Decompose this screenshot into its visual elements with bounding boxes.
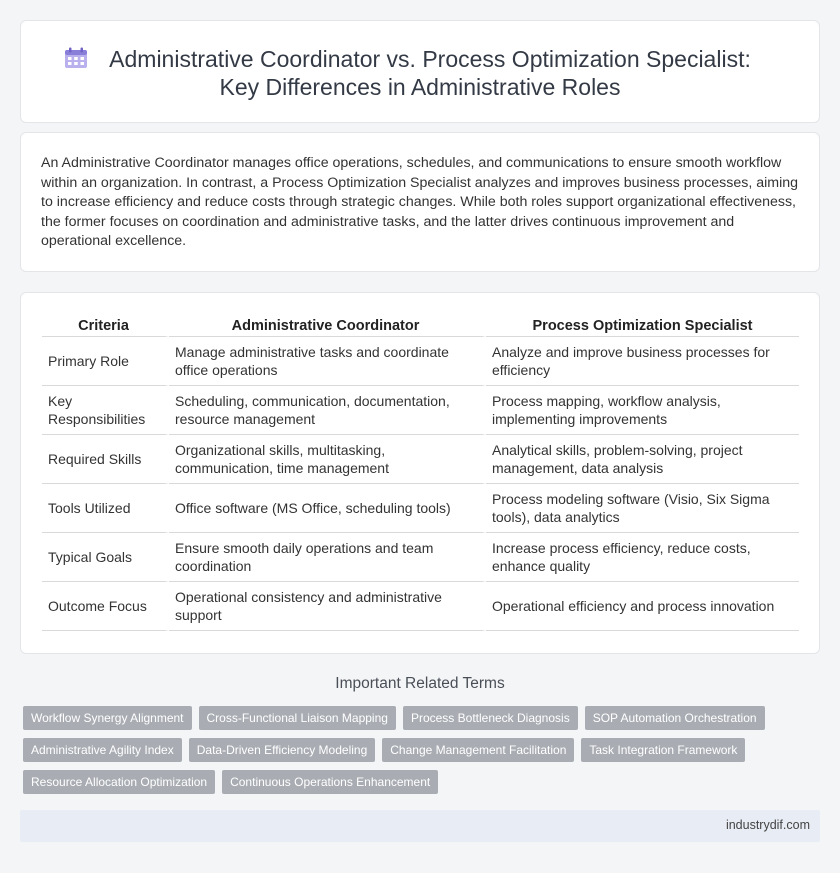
related-term-tag[interactable]: SOP Automation Orchestration	[585, 706, 765, 730]
row-specialist-value: Increase process efficiency, reduce costs, enhance quality	[486, 533, 799, 582]
header-criteria: Criteria	[42, 316, 169, 337]
header-administrative-coordinator: Administrative Coordinator	[169, 316, 486, 337]
tag-row	[23, 706, 783, 730]
row-coordinator-value: Operational consistency and administrative support	[169, 582, 486, 631]
title-line-1: Administrative Coordinator vs. Process Optimization Specialist:	[109, 46, 751, 72]
related-terms-list	[23, 706, 783, 802]
row-criteria: Required Skills	[42, 435, 169, 484]
comparison-table	[42, 316, 799, 631]
related-term-tag[interactable]: Workflow Synergy Alignment	[23, 706, 192, 730]
row-criteria: Primary Role	[42, 337, 169, 386]
row-criteria: Tools Utilized	[42, 484, 169, 533]
related-terms-heading: Important Related Terms	[335, 675, 505, 692]
related-term-tag[interactable]: Cross-Functional Liaison Mapping	[199, 706, 396, 730]
table-row	[42, 484, 799, 533]
row-specialist-value: Process mapping, workflow analysis, implementing improvements	[486, 386, 799, 435]
row-specialist-value: Analyze and improve business processes for efficiency	[486, 337, 799, 386]
header-process-optimization-specialist: Process Optimization Specialist	[486, 316, 799, 337]
row-coordinator-value: Ensure smooth daily operations and team coordination	[169, 533, 486, 582]
row-coordinator-value: Organizational skills, multitasking, communication, time management	[169, 435, 486, 484]
row-criteria: Outcome Focus	[42, 582, 169, 631]
title-card	[20, 20, 820, 123]
title-line-2: Key Differences in Administrative Roles	[219, 74, 621, 100]
related-term-tag[interactable]: Resource Allocation Optimization	[23, 770, 215, 794]
comparison-card	[20, 292, 820, 654]
intro-paragraph: An Administrative Coordinator manages office operations, schedules, and communications to ensure smooth workflow within an organization. In contrast, a Process Optimization Specialist analyzes and improves business processes, aiming to increase efficiency and reduce costs through strategic changes. While both roles support organizational effectiveness, the former focuses on coordination and administrative tasks, and the latter drives continuous improvement and operational excellence.	[41, 155, 799, 249]
page-title	[21, 45, 819, 101]
table-row	[42, 386, 799, 435]
row-criteria: Key Responsibilities	[42, 386, 169, 435]
tag-row	[23, 738, 783, 762]
table-row	[42, 582, 799, 631]
tag-row	[23, 770, 783, 794]
related-term-tag[interactable]: Task Integration Framework	[581, 738, 745, 762]
related-term-tag[interactable]: Process Bottleneck Diagnosis	[403, 706, 578, 730]
row-coordinator-value: Manage administrative tasks and coordinate office operations	[169, 337, 486, 386]
related-term-tag[interactable]: Data-Driven Efficiency Modeling	[189, 738, 376, 762]
table-header-row	[42, 316, 799, 337]
row-specialist-value: Analytical skills, problem-solving, project management, data analysis	[486, 435, 799, 484]
intro-card	[20, 132, 820, 272]
footer-bar	[20, 810, 820, 842]
row-coordinator-value: Scheduling, communication, documentation, resource management	[169, 386, 486, 435]
table-row	[42, 533, 799, 582]
row-criteria: Typical Goals	[42, 533, 169, 582]
table-row	[42, 337, 799, 386]
related-term-tag[interactable]: Administrative Agility Index	[23, 738, 182, 762]
related-term-tag[interactable]: Change Management Facilitation	[382, 738, 574, 762]
row-coordinator-value: Office software (MS Office, scheduling tools)	[169, 484, 486, 533]
table-row	[42, 435, 799, 484]
row-specialist-value: Process modeling software (Visio, Six Sigma tools), data analytics	[486, 484, 799, 533]
footer-site-link[interactable]: industrydif.com	[725, 818, 810, 832]
row-specialist-value: Operational efficiency and process innovation	[486, 582, 799, 631]
related-term-tag[interactable]: Continuous Operations Enhancement	[222, 770, 438, 794]
